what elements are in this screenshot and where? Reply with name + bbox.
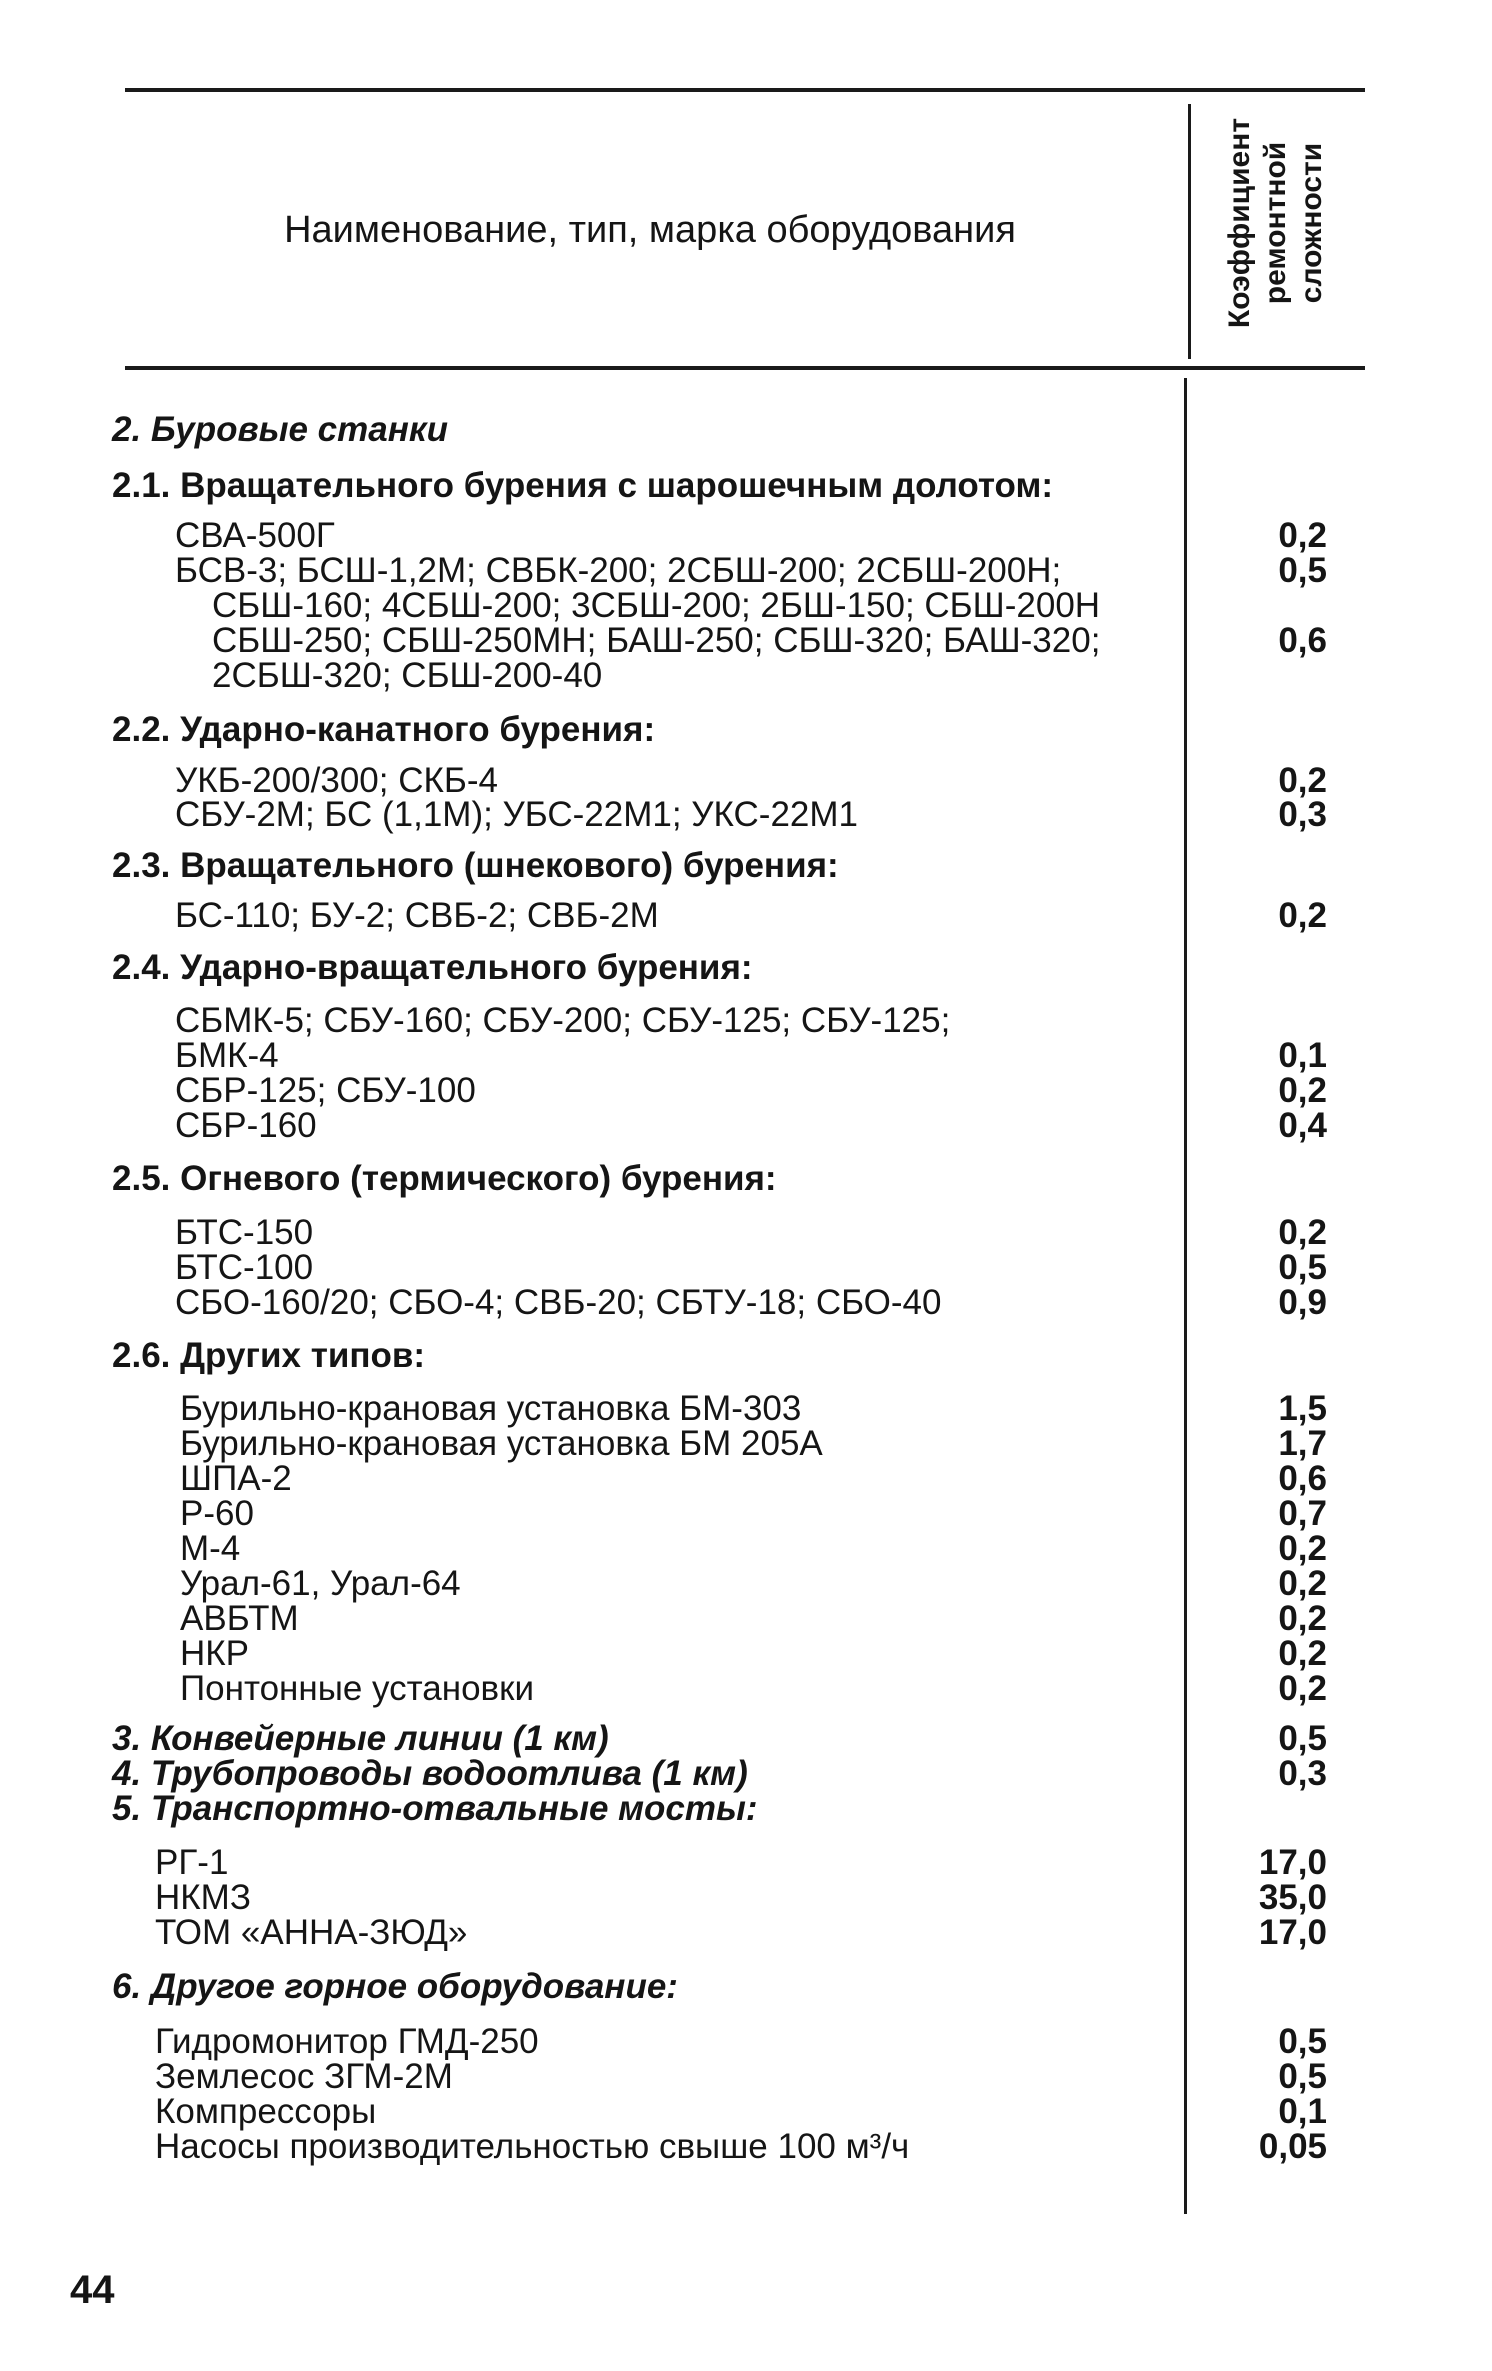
body-column-divider <box>1184 378 1187 2214</box>
item-text: УКБ-200/300; СКБ-4 <box>175 761 498 800</box>
header-coefficient-column <box>1198 88 1353 358</box>
subsection-title: 2.2. Ударно-канатного бурения: <box>112 710 656 749</box>
item-value: 17,0 <box>1258 1843 1327 1882</box>
item-value: 0,2 <box>1278 1634 1327 1673</box>
header-bottom-rule <box>125 366 1365 370</box>
item-value: 0,5 <box>1278 2057 1327 2096</box>
item-text: БТС-150 <box>175 1213 314 1252</box>
item-text: ТОМ «АННА-ЗЮД» <box>155 1913 468 1952</box>
item-text: СБР-125; СБУ-100 <box>175 1071 476 1110</box>
section-title: 6. Другое горное оборудование: <box>112 1967 678 2006</box>
subsection-title: 2.6. Других типов: <box>112 1336 426 1375</box>
item-value: 0,5 <box>1278 2022 1327 2061</box>
section-title: 3. Конвейерные линии (1 км) <box>112 1719 609 1758</box>
item-value: 0,2 <box>1278 1599 1327 1638</box>
item-text: БТС-100 <box>175 1248 314 1287</box>
item-value: 1,7 <box>1278 1424 1327 1463</box>
item-value: 0,2 <box>1278 761 1327 800</box>
section-title: 4. Трубопроводы водоотлива (1 км) <box>112 1754 748 1793</box>
item-value: 0,9 <box>1278 1283 1327 1322</box>
item-value: 1,5 <box>1278 1389 1327 1428</box>
item-value: 0,1 <box>1278 1036 1327 1075</box>
item-value: 0,2 <box>1278 1213 1327 1252</box>
item-text: ШПА-2 <box>180 1459 292 1498</box>
subsection-title: 2.5. Огневого (термического) бурения: <box>112 1159 777 1198</box>
item-text: СБМК-5; СБУ-160; СБУ-200; СБУ-125; СБУ-125; <box>175 1001 951 1040</box>
item-text: СБР-160 <box>175 1106 317 1145</box>
item-value: 0,6 <box>1278 1459 1327 1498</box>
item-value: 0,6 <box>1278 621 1327 660</box>
item-value: 0,4 <box>1278 1106 1327 1145</box>
item-text: СБШ-160; 4СБШ-200; 3СБШ-200; 2БШ-150; СБШ-200Н <box>212 586 1101 625</box>
item-value: 0,5 <box>1278 1248 1327 1287</box>
item-text: СВА-500Г <box>175 516 335 555</box>
item-value: 0,2 <box>1278 1071 1327 1110</box>
item-text: СБО-160/20; СБО-4; СВБ-20; СБТУ-18; СБО-40 <box>175 1283 942 1322</box>
item-value: 0,2 <box>1278 1669 1327 1708</box>
header-column-divider <box>1188 104 1191 359</box>
item-value: 0,7 <box>1278 1494 1327 1533</box>
subsection-title: 2.1. Вращательного бурения с шарошечным долотом: <box>112 466 1054 505</box>
item-value: 0,2 <box>1278 896 1327 935</box>
item-text: СБУ-2М; БС (1,1М); УБС-22М1; УКС-22М1 <box>175 795 858 834</box>
item-value: 17,0 <box>1258 1913 1327 1952</box>
header-coef-line-3: сложности <box>1294 142 1328 304</box>
item-text: РГ-1 <box>155 1843 229 1882</box>
item-value: 0,2 <box>1278 516 1327 555</box>
item-text: Бурильно-крановая установка БМ-303 <box>180 1389 802 1428</box>
item-text: БМК-4 <box>175 1036 279 1075</box>
item-value: 35,0 <box>1258 1878 1327 1917</box>
header-coef-line-2: ремонтной <box>1258 141 1292 305</box>
item-text: 2СБШ-320; СБШ-200-40 <box>212 656 603 695</box>
header-coefficient-text <box>1222 88 1330 358</box>
item-value: 0,3 <box>1278 1754 1327 1793</box>
item-value: 0,3 <box>1278 795 1327 834</box>
page-number: 44 <box>70 2268 115 2312</box>
item-value: 0,05 <box>1258 2127 1327 2166</box>
item-text: НКР <box>180 1634 250 1673</box>
item-value: 0,5 <box>1278 551 1327 590</box>
item-text: Р-60 <box>180 1494 254 1533</box>
top-rule <box>125 88 1365 92</box>
item-text: НКМЗ <box>155 1878 251 1917</box>
item-text: Землесос ЗГМ-2М <box>155 2057 453 2096</box>
item-value: 0,5 <box>1278 1719 1327 1758</box>
item-text: БСВ-3; БСШ-1,2М; СВБК-200; 2СБШ-200; 2СБШ-200Н; <box>175 551 1062 590</box>
item-text: М-4 <box>180 1529 241 1568</box>
item-text: Гидромонитор ГМД-250 <box>155 2022 539 2061</box>
section-title: 5. Транспортно-отвальные мосты: <box>112 1789 758 1828</box>
item-text: Бурильно-крановая установка БМ 205А <box>180 1424 823 1463</box>
header-coef-line-1: Коэффициент <box>1222 117 1256 329</box>
item-text: БС-110; БУ-2; СВБ-2; СВБ-2М <box>175 896 659 935</box>
section-title: 2. Буровые станки <box>112 410 448 449</box>
item-value: 0,2 <box>1278 1529 1327 1568</box>
subsection-title: 2.4. Ударно-вращательного бурения: <box>112 948 753 987</box>
item-text: Компрессоры <box>155 2092 377 2131</box>
header-name-column: Наименование, тип, марка оборудования <box>284 209 1016 251</box>
item-value: 0,2 <box>1278 1564 1327 1603</box>
item-text: АВБТМ <box>180 1599 299 1638</box>
subsection-title: 2.3. Вращательного (шнекового) бурения: <box>112 846 839 885</box>
item-text: Понтонные установки <box>180 1669 535 1708</box>
item-text: СБШ-250; СБШ-250МН; БАШ-250; СБШ-320; БАШ-320; <box>212 621 1101 660</box>
item-value: 0,1 <box>1278 2092 1327 2131</box>
item-text: Насосы производительностью свыше 100 м³/ч <box>155 2127 910 2166</box>
item-text: Урал-61, Урал-64 <box>180 1564 461 1603</box>
